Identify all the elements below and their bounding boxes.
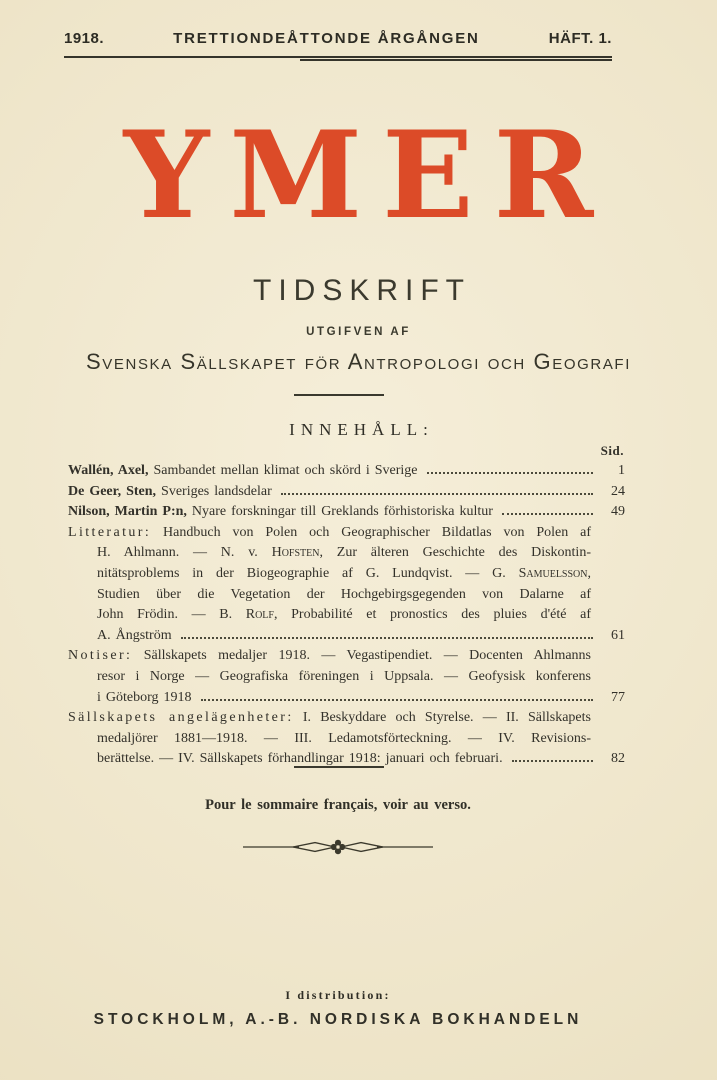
toc-text-segment: Sambandet mellan klimat och skörd i Sverige	[148, 463, 418, 478]
page-number: 82	[611, 751, 625, 767]
toc-text-segment: A. Ångström	[97, 627, 172, 643]
toc-line-text	[68, 648, 591, 663]
toc-line	[68, 543, 625, 564]
toc-text-segment: Nyare forskningar till Greklands förhistoriska kultur	[186, 504, 493, 520]
toc-line-text	[68, 461, 418, 482]
toc-text-segment: , Probabilité et pronostics des pluies d'été af	[273, 607, 591, 623]
toc-text-segment: Samuelsson	[518, 565, 588, 581]
toc-text-segment: medaljörer 1881—1918. — III. Ledamotsförteckning. — IV. Revisions-	[97, 730, 591, 746]
divider-ornament-icon	[64, 838, 612, 861]
published-by-label: UTGIFVEN AF	[306, 326, 411, 338]
toc-text-segment: Sällskapets medaljer 1918. — Vegastipendiet. — Docenten Ahlmanns	[132, 648, 591, 664]
page-number: 24	[611, 483, 625, 499]
journal-title: YMER	[123, 105, 614, 246]
toc-text-segment: I. Beskyddare och Styrelse. — II. Sällskapets	[293, 710, 591, 726]
toc-line	[68, 605, 625, 626]
toc-text-segment: i Göteborg 1918	[97, 689, 192, 705]
table-of-contents	[68, 443, 625, 770]
dot-leader	[427, 472, 593, 474]
toc-line	[68, 646, 625, 667]
header-issue: HÄFT. 1.	[548, 30, 612, 47]
dot-leader	[281, 493, 593, 495]
header-rule-line	[64, 56, 612, 58]
toc-line-text	[68, 525, 591, 540]
header-year: 1918.	[64, 30, 105, 47]
sommaire-note: Pour le sommaire français, voir au verso.	[205, 797, 471, 813]
dot-leader	[512, 760, 593, 762]
toc-text-segment: Sällskapets angelägenheter:	[68, 710, 294, 726]
toc-text-segment: nitätsproblems in der Biogeographie af G. Lundqvist. — G.	[97, 565, 519, 581]
toc-line	[68, 667, 625, 688]
toc-line	[68, 502, 625, 523]
toc-text-segment: Handbuch von Polen och Geographischer Bildatlas von Polen af	[151, 524, 591, 540]
toc-text-segment: Nilson, Martin P:n,	[68, 504, 187, 520]
society-name: Svenska Sällskapet för Antropologi och Geografi	[86, 349, 631, 374]
toc-text-segment: berättelse. — IV. Sällskapets förhandlingar 1918: januari och februari.	[97, 751, 503, 767]
toc-text-segment: Notiser:	[68, 648, 133, 664]
toc-line-text	[97, 688, 192, 709]
dot-leader	[181, 637, 593, 639]
section-divider-rule	[294, 394, 384, 396]
publisher-name: STOCKHOLM, A.-B. NORDISKA BOKHANDELN	[93, 1011, 583, 1028]
toc-text-segment: Litteratur:	[68, 524, 152, 540]
page-number: 1	[618, 463, 625, 478]
header-rule-line-secondary	[300, 59, 612, 60]
toc-text-segment: Wallén, Axel,	[68, 463, 149, 478]
toc-line-text	[97, 626, 172, 647]
toc-line-text	[97, 731, 591, 746]
toc-text-segment: , Zur älteren Geschichte des Diskontin-	[319, 545, 591, 561]
toc-line	[68, 626, 625, 647]
toc-line	[68, 585, 625, 606]
toc-line	[68, 461, 625, 482]
toc-text-segment: John Frödin. — B.	[97, 607, 246, 623]
toc-text-segment: H. Ahlmann. — N. v.	[97, 545, 272, 561]
toc-line-text	[68, 710, 591, 725]
toc-line-text	[68, 482, 272, 503]
toc-text-segment: Studien über die Vegetation der Hochgebirgsgegenden von Dalarne af	[97, 586, 591, 602]
page-number: 77	[611, 689, 625, 705]
distribution-label: I distribution:	[285, 988, 391, 1002]
page-number: 61	[611, 627, 625, 643]
toc-line	[68, 688, 625, 709]
footer-divider-rule	[294, 766, 384, 768]
toc-text-segment: Rolf	[245, 607, 274, 623]
toc-text-segment: Hofsten	[271, 545, 320, 561]
journal-subtitle: TIDSKRIFT	[253, 274, 471, 307]
toc-text-segment: resor i Norge — Geografiska föreningen i Uppsala. — Geofysisk konferens	[97, 668, 591, 684]
page-column-label: Sid.	[600, 443, 624, 458]
toc-line-text	[97, 587, 591, 602]
toc-line	[68, 523, 625, 544]
toc-line	[68, 482, 625, 503]
toc-line-text	[68, 502, 493, 523]
page-number: 49	[611, 504, 625, 520]
toc-line-text	[97, 607, 591, 622]
toc-text-segment: De Geer, Sten,	[68, 483, 157, 499]
toc-heading: INNEHÅLL:	[289, 420, 434, 439]
toc-line	[68, 564, 625, 585]
toc-text-segment: Sveriges landsdelar	[156, 483, 272, 499]
dot-leader	[502, 513, 593, 515]
toc-line-text	[97, 545, 591, 560]
toc-line	[68, 708, 625, 729]
toc-line-text	[97, 669, 591, 684]
toc-line-text	[97, 566, 591, 581]
dot-leader	[201, 699, 593, 701]
header-volume: TRETTIONDEÅTTONDE ÅRGÅNGEN	[173, 30, 480, 47]
header-rule	[64, 56, 612, 62]
page-header	[64, 30, 612, 47]
toc-line	[68, 729, 625, 750]
toc-text-segment: ,	[587, 565, 591, 581]
